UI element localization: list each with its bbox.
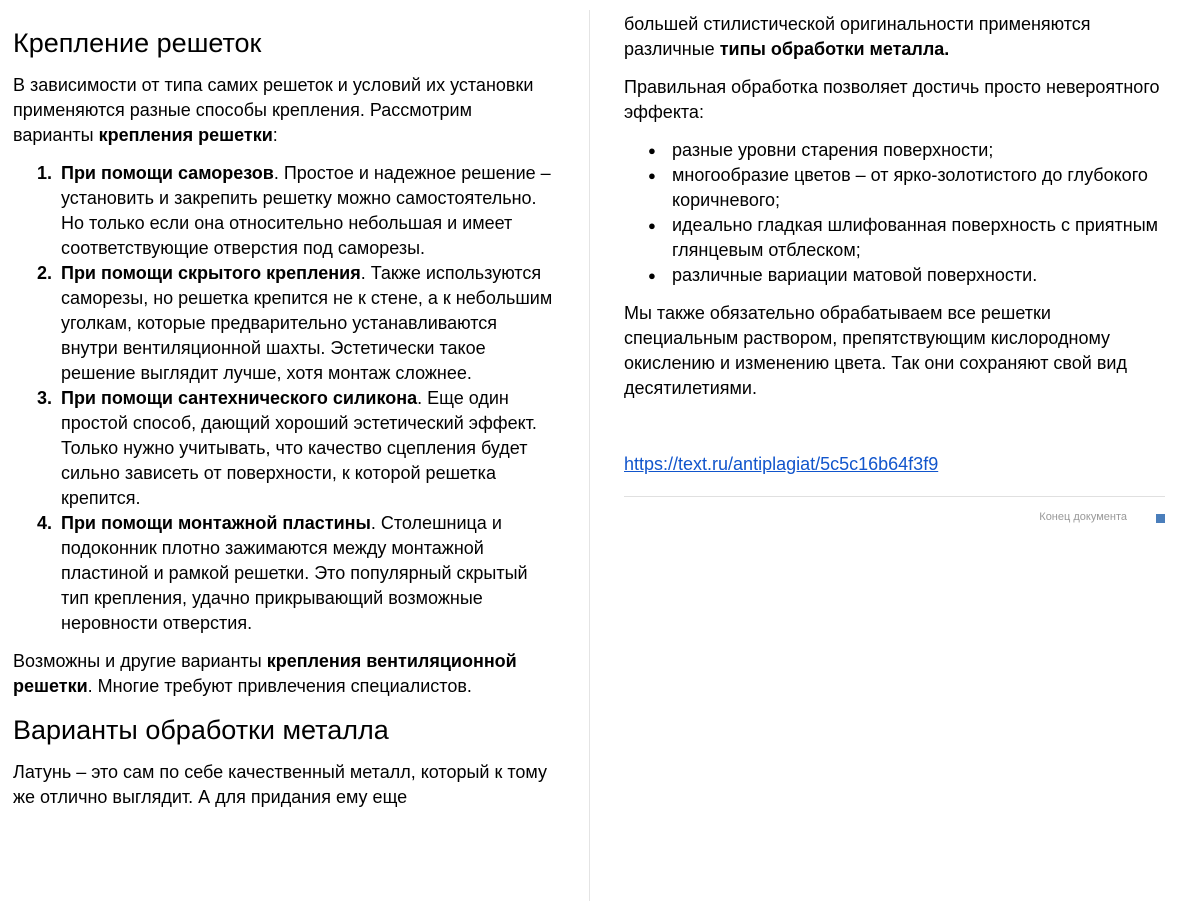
antiplagiat-link[interactable]: https://text.ru/antiplagiat/5c5c16b64f3f9: [624, 454, 939, 474]
list-item: 2. При помощи скрытого крепления. Также используются саморезы, но решетка крепится не к стене, а к небольшим уголкам, которые предварительно устанавливаются внутри вентиляционной шахты. Эстетически такое решение выглядит лучше, хотя монтаж сложнее.: [37, 263, 553, 383]
effect-paragraph: Правильная обработка позволяет достичь просто невероятного эффекта:: [624, 77, 1160, 122]
list-item: ● разные уровни старения поверхности;: [648, 140, 994, 160]
end-label: Конец документа: [1039, 511, 1127, 523]
list-item: ● различные вариации матовой поверхности.: [648, 265, 1038, 285]
list-item: ● идеально гладкая шлифованная поверхность с приятным глянцевым отблеском;: [648, 215, 1159, 260]
link-paragraph: [624, 452, 1169, 477]
list-item: 4. При помощи монтажной пластины. Столешница и подоконник плотно зажимаются между монтажной пластиной и рамкой решетки. Это популярный скрытый тип крепления, удачно прикрывающий возможные неровности отверстия.: [37, 513, 528, 633]
end-of-document: [624, 496, 1165, 523]
list-item: 1. При помощи саморезов. Простое и надежное решение – установить и закрепить решетку можно самостоятельно. Но только если она относительно небольшая и имеет соответствующие отверстия под саморезы.: [37, 163, 551, 258]
effects-list: [624, 138, 1169, 288]
column-divider: [589, 10, 590, 901]
brass-paragraph: Латунь – это сам по себе качественный металл, который к тому же отлично выглядит. А для придания ему еще: [13, 762, 547, 807]
intro-paragraph: В зависимости от типа самих решеток и условий их установки применяются разные способы крепления. Рассмотрим варианты крепления решетки:: [13, 75, 534, 145]
heading-metal-processing: Варианты обработки металла: [13, 715, 389, 745]
end-marker-icon: [1156, 514, 1165, 523]
right-column: [624, 0, 1169, 477]
list-item: 3. При помощи сантехнического силикона. Еще один простой способ, дающий хороший эстетический эффект. Только нужно учитывать, что качество сцепления будет сильно зависеть от поверхности, к которой решетка крепится.: [37, 388, 537, 508]
heading-mounting: Крепление решеток: [13, 28, 262, 58]
outro-paragraph: Возможны и другие варианты крепления вентиляционной решетки. Многие требуют привлечения специалистов.: [13, 651, 517, 696]
mounting-list: [13, 161, 553, 636]
left-column: [13, 0, 553, 810]
treatment-paragraph: Мы также обязательно обрабатываем все решетки специальным раствором, препятствующим кислородному окислению и изменению цвета. Так они сохраняют свой вид десятилетиями.: [624, 303, 1127, 398]
list-item: ● многообразие цветов – от ярко-золотистого до глубокого коричневого;: [648, 165, 1148, 210]
continued-paragraph: большей стилистической оригинальности применяются различные типы обработки металла.: [624, 14, 1091, 59]
